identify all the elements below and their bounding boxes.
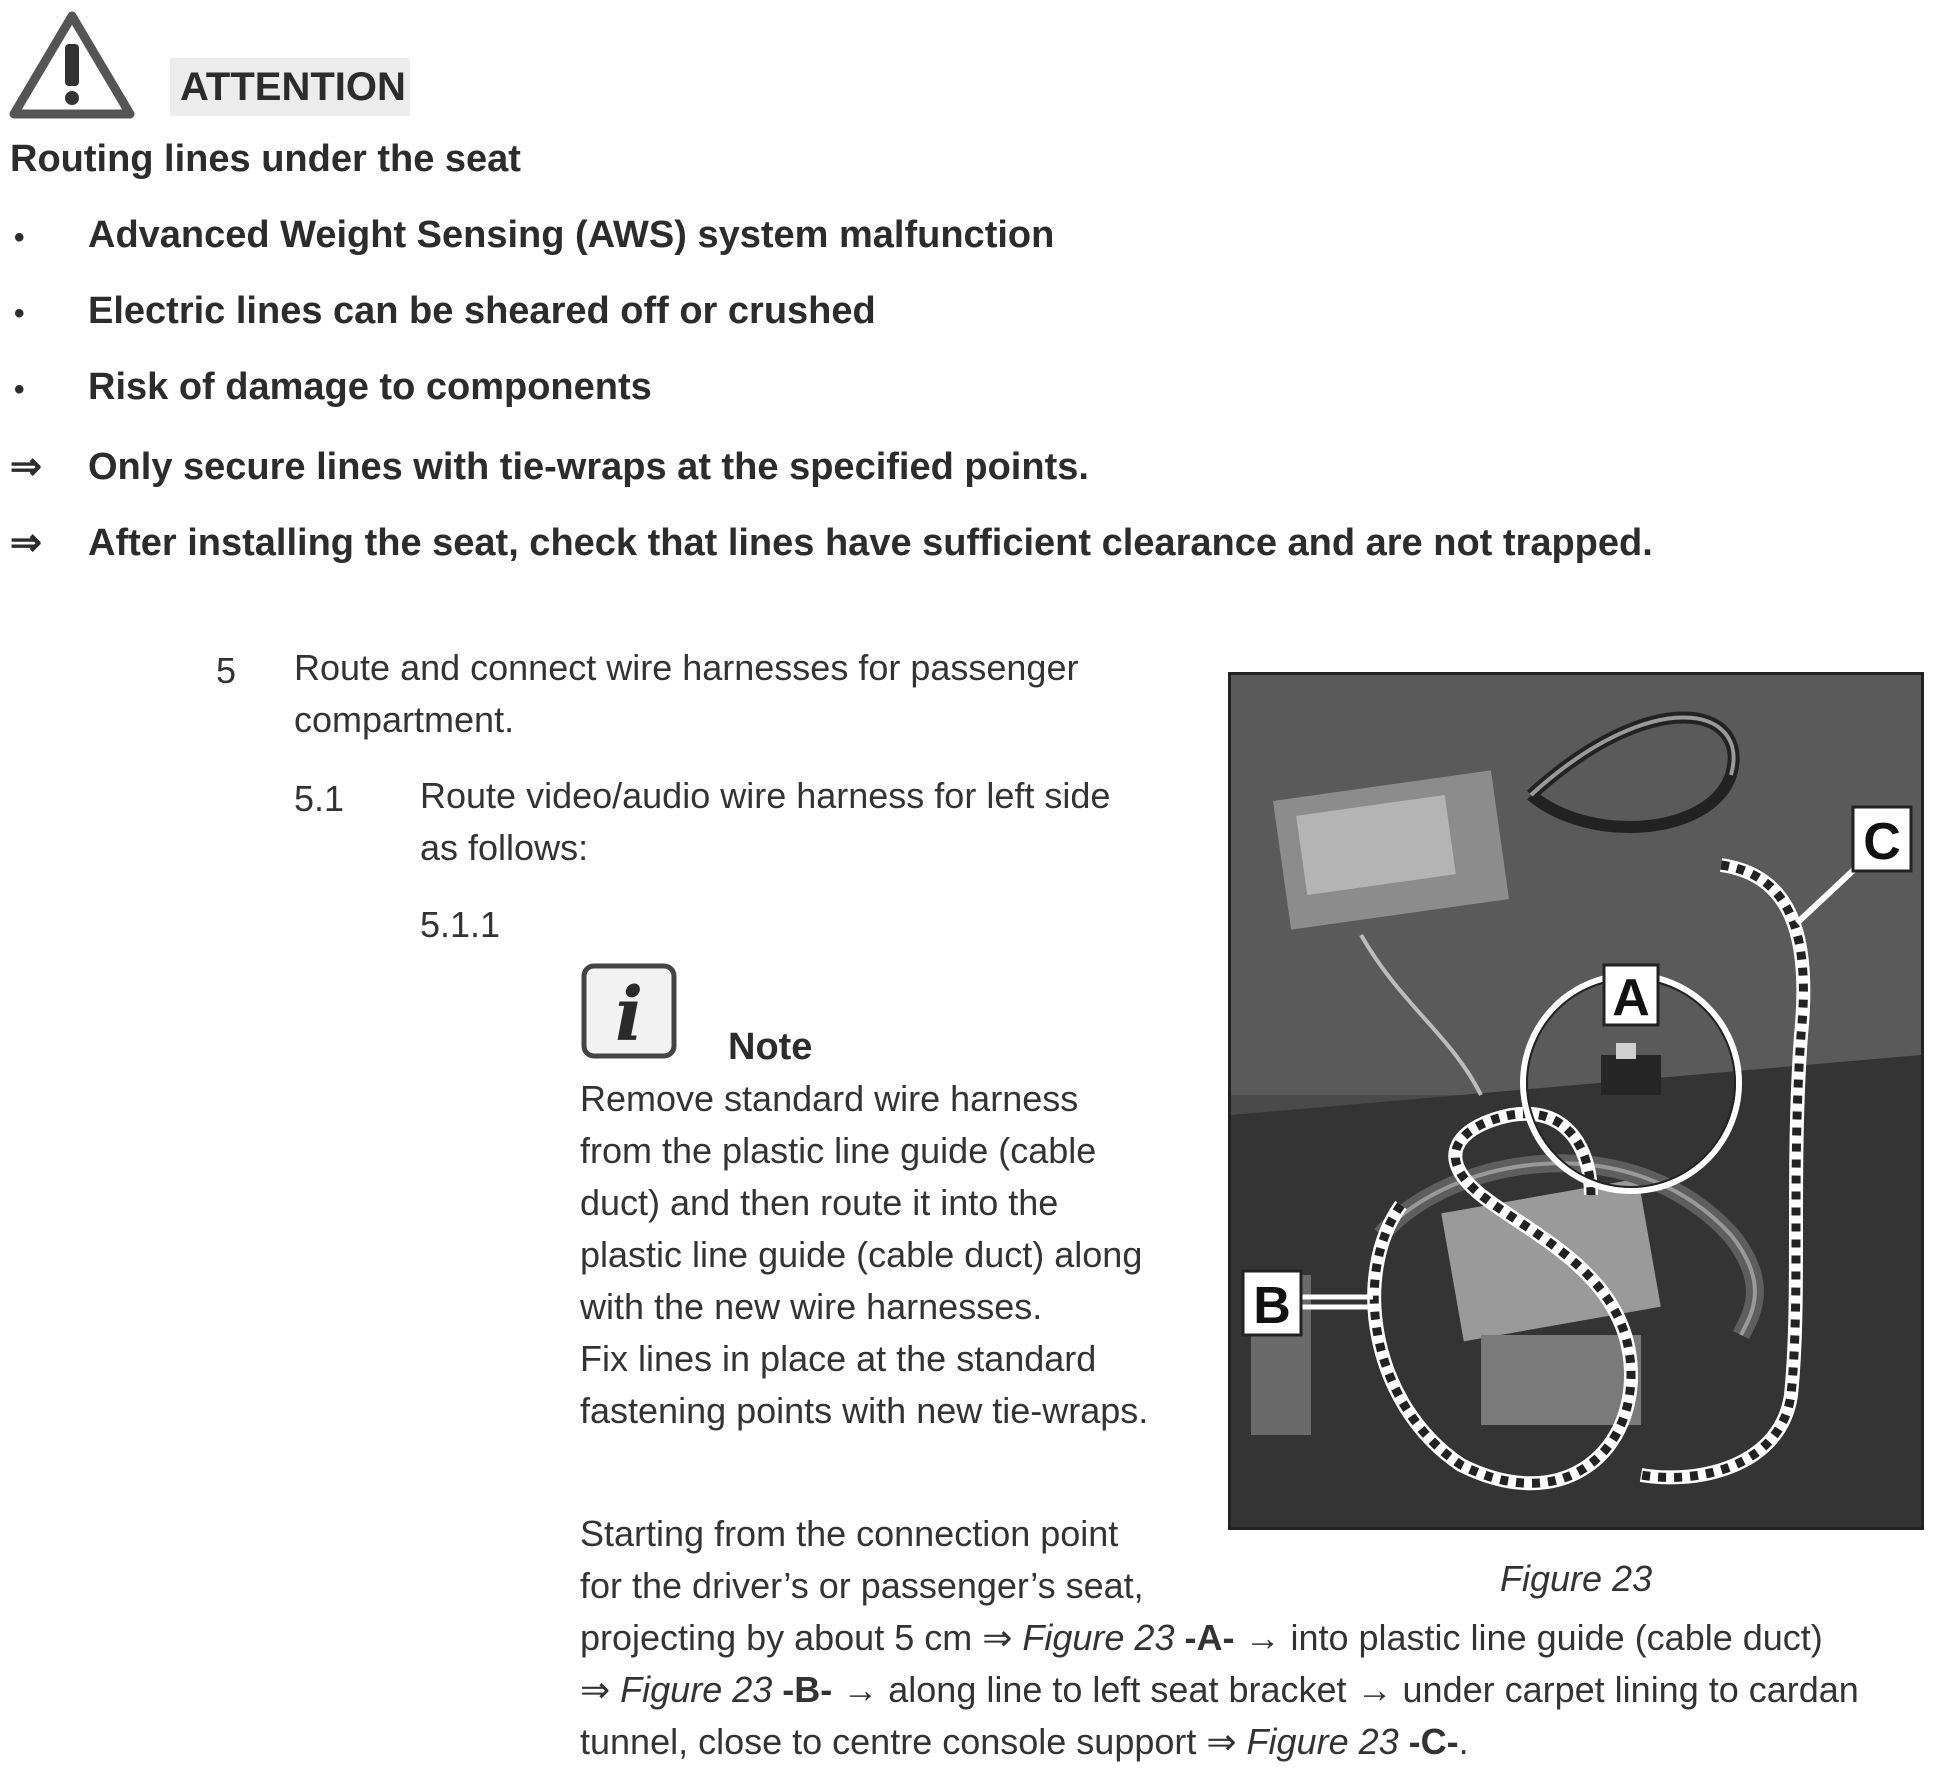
warning-triangle-icon: [8, 10, 136, 122]
info-i-icon: [580, 962, 678, 1060]
step-text: Route video/audio wire harness for left side as follows:: [420, 775, 1111, 868]
step-number: 5.1.1: [420, 904, 501, 945]
step-text: Route and connect wire harnesses for passenger compartment.: [294, 647, 1079, 740]
figure-link[interactable]: Figure 23: [1246, 1721, 1399, 1762]
svg-text:C: C: [1863, 813, 1901, 871]
step-number: 5.1: [294, 778, 345, 819]
svg-text:i: i: [614, 972, 644, 1058]
figure-caption: Figure 23: [1500, 1558, 1653, 1599]
step-number: 5: [216, 650, 237, 691]
attention-action: ⇒ Only secure lines with tie-wraps at the specified points.: [10, 446, 1089, 488]
svg-text:B: B: [1253, 1277, 1291, 1335]
note-label: Note: [728, 1026, 813, 1068]
attention-bullet: • Electric lines can be sheared off or crushed: [14, 290, 876, 332]
note-text: Remove standard wire harness from the plastic line guide (cable duct) and then route it into the plastic line guide (cable duct) along with the new wire harnesses. Fix lines in place at the standard fastening points with new tie-wraps.: [580, 1078, 1149, 1431]
figure-link[interactable]: Figure 23: [620, 1669, 773, 1710]
instruction-paragraph: Starting from the connection point for the driver’s or passenger’s seat, projecting by about 5 cm ⇒ Figure 23 -A- → into plastic line guide (cable duct) ⇒ Figure 23 -B- → along line to left seat bracket → under carpet lining to cardan tunnel, close to centre console support ⇒ Figure 23 -C-.: [580, 1513, 1859, 1762]
attention-bullet: • Advanced Weight Sensing (AWS) system malfunction: [14, 214, 1055, 256]
attention-bullet: • Risk of damage to components: [14, 366, 652, 408]
callout-c: [1853, 807, 1911, 871]
attention-action: ⇒ After installing the seat, check that lines have sufficient clearance and are not trapped.: [10, 522, 1653, 564]
figure-23-photo: [1228, 672, 1924, 1530]
attention-label: ATTENTION: [170, 58, 410, 116]
attention-heading: Routing lines under the seat: [10, 138, 521, 180]
callout-a: [1604, 965, 1658, 1027]
svg-text:A: A: [1612, 969, 1650, 1027]
callout-b: [1243, 1271, 1301, 1335]
figure-link[interactable]: Figure 23: [1022, 1617, 1175, 1658]
wiring-photo-illustration: [1231, 675, 1921, 1527]
